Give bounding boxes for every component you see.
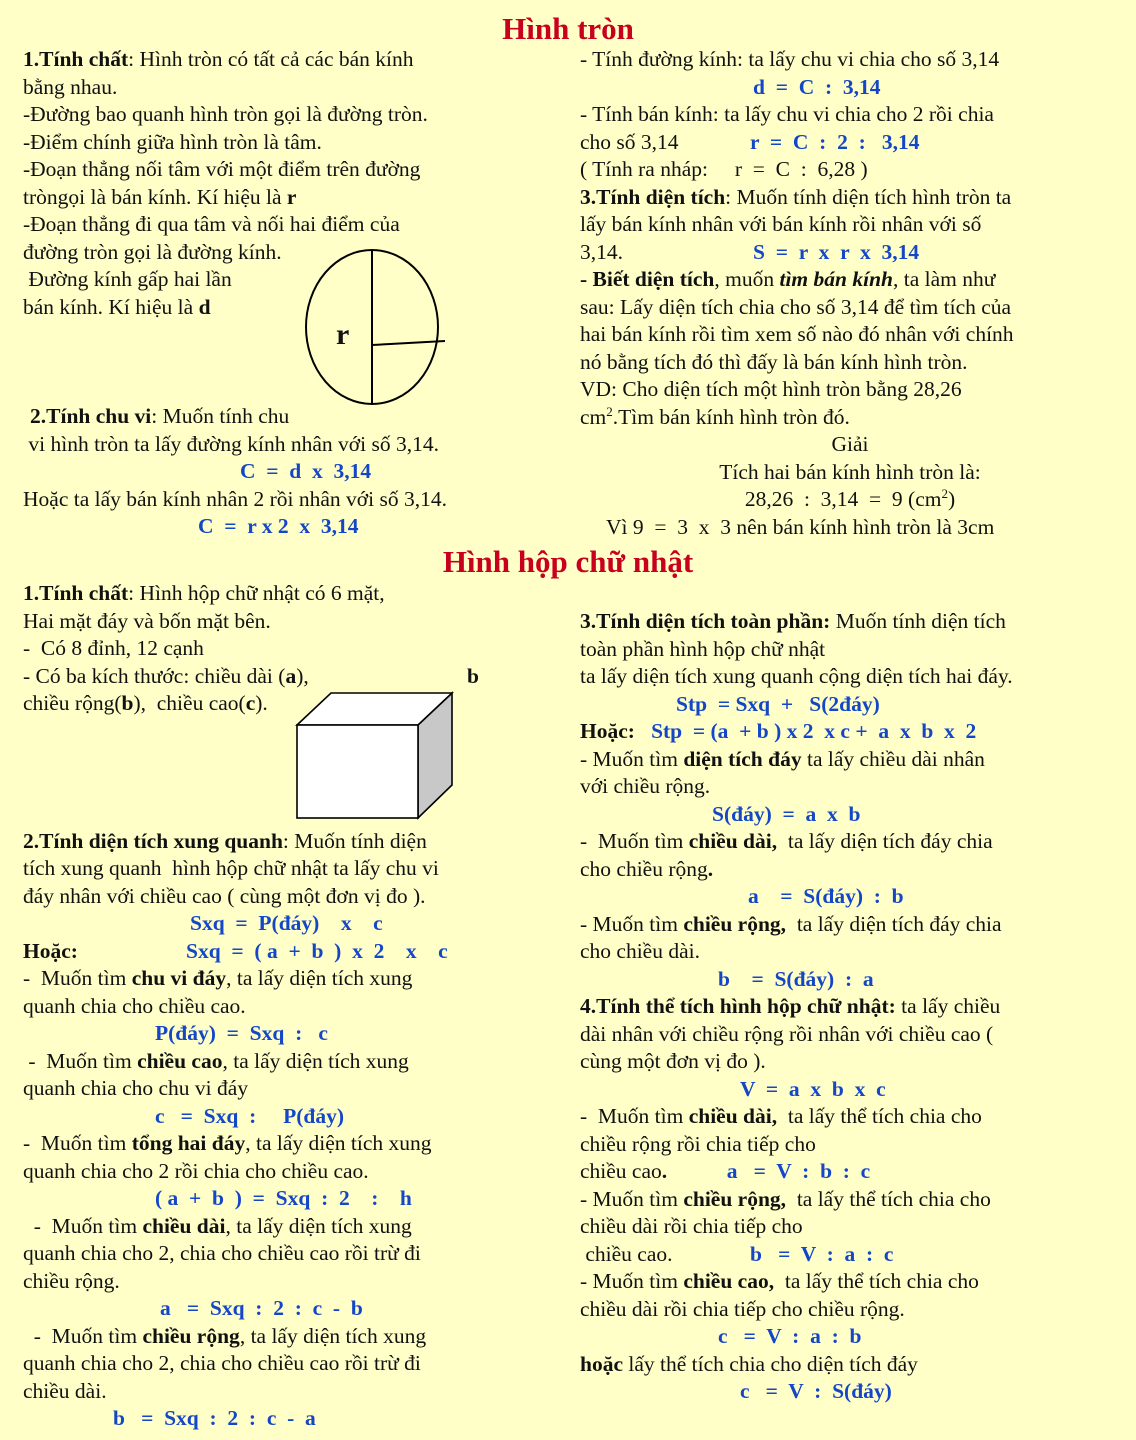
- base-area-line: - Muốn tìm diện tích đáy ta lấy chiều dài nhân: [580, 746, 985, 771]
- radius-line: cho số 3,14 r = C : 2 : 3,14: [580, 129, 920, 154]
- width-line: quanh chia cho 2, chia cho chiều cao rồi trừ đi: [23, 1351, 421, 1375]
- total-area-line: 3.Tính diện tích toàn phần: Muốn tính diện tích: [580, 609, 1006, 633]
- circle-perimeter-line: 2.Tính chu vi: Muốn tính chu: [30, 404, 290, 428]
- volume-width-line: chiều cao. b = V : a : c: [580, 1241, 894, 1266]
- area-line: 3.Tính diện tích: Muốn tính diện tích hình tròn ta: [580, 184, 1012, 209]
- height-formula: c = Sxq : P(đáy): [155, 1103, 345, 1128]
- inverse-area-line: - Biết diện tích, muốn tìm bán kính, ta làm như: [580, 267, 996, 291]
- lateral-area-line: đáy nhân với chiều cao ( cùng một đơn vị đo ).: [23, 883, 426, 908]
- volume-length-line: chiều cao. a = V : b : c: [580, 1159, 871, 1183]
- circle-property-line: -Điểm chính giữa hình tròn là tâm.: [23, 129, 322, 154]
- radius-formula: r = C : 2 : 3,14: [750, 129, 920, 154]
- volume-formula: V = a x b x c: [740, 1076, 886, 1101]
- inverse-area-line: nó bằng tích đó thì đấy là bán kính hình tròn.: [580, 349, 968, 374]
- height-line: quanh chia cho chu vi đáy: [23, 1076, 249, 1100]
- base-perimeter-formula: P(đáy) = Sxq : c: [155, 1021, 328, 1045]
- box-right-column: [580, 608, 1125, 1406]
- volume-length-line: chiều rộng rồi chia tiếp cho: [580, 1131, 816, 1156]
- width-formula: b = Sxq : 2 : c - a: [113, 1406, 316, 1430]
- example-line: $cm^2.Tìm$ bán kính hình tròn đó.: [580, 403, 850, 429]
- lateral-area-formula: Sxq = ( a + b ) x 2 x c: [186, 938, 448, 963]
- total-area-formula: Stp = Sxq + S(2đáy): [676, 691, 880, 716]
- two-base-sum-line: quanh chia cho 2 rồi chia cho chiều cao.: [23, 1158, 369, 1183]
- radius-line: - Tính bán kính: ta lấy chu vi chia cho 2 rồi chia: [580, 102, 994, 126]
- lateral-area-alt: Hoặc: Sxq = ( a + b ) x 2 x c: [23, 938, 448, 963]
- base-perimeter-line: quanh chia cho chiều cao.: [23, 993, 246, 1018]
- volume-width-line: - Muốn tìm chiều rộng, ta lấy thể tích chia cho: [580, 1186, 991, 1211]
- length-line: quanh chia cho 2, chia cho chiều cao rồi trừ đi: [23, 1241, 421, 1265]
- circle-radius-line: [372, 341, 445, 345]
- inverse-area-line: sau: Lấy diện tích chia cho số 3,14 để tìm tích của: [580, 294, 1012, 319]
- circle-property-line: Đường kính gấp hai lần: [23, 267, 232, 291]
- area-line: lấy bán kính nhân với bán kính rồi nhân với số: [580, 212, 982, 236]
- solution-line: Tích hai bán kính hình tròn là:: [719, 459, 981, 484]
- base-area-formula: S(đáy) = a x b: [712, 801, 861, 826]
- total-area-alt: Hoặc: Stp = (a + b ) x 2 x c + a x b x 2: [580, 719, 977, 743]
- solution-line: 28,26 : 3,14 = 9 $(cm^2)$: [744, 485, 956, 511]
- inverse-area-line: hai bán kính rồi tìm xem số nào đó nhân với chính: [580, 322, 1014, 346]
- length-line: chiều rộng.: [23, 1268, 120, 1293]
- base-width-line: cho chiều dài.: [580, 939, 700, 963]
- circle-property-line: tròngọi là bán kính. Kí hiệu là r: [23, 184, 297, 209]
- two-base-sum-line: - Muốn tìm tổng hai đáy, ta lấy diện tích xung: [23, 1131, 432, 1155]
- volume-length-line: - Muốn tìm chiều dài, ta lấy thể tích chia cho: [580, 1104, 982, 1128]
- box-property-line: 1.Tính chất: Hình hộp chữ nhật có 6 mặt,: [23, 581, 385, 605]
- lateral-area-formula: Sxq = P(đáy) x c: [190, 911, 383, 935]
- base-width-line: - Muốn tìm chiều rộng, ta lấy diện tích đáy chia: [580, 911, 1002, 936]
- circle-right-column: [580, 46, 1120, 541]
- volume-height-line: - Muốn tìm chiều cao, ta lấy thể tích chia cho: [580, 1269, 979, 1293]
- volume-height-formula: c = V : a : b: [718, 1324, 862, 1348]
- circle-property-line: 1.Tính chất: Hình tròn có tất cả các bán kính: [23, 47, 414, 71]
- example-line: VD: Cho diện tích một hình tròn bằng 28,26: [580, 377, 962, 401]
- length-formula: a = Sxq : 2 : c - b: [160, 1296, 363, 1320]
- total-area-line: ta lấy diện tích xung quanh cộng diện tích hai đáy.: [580, 664, 1013, 688]
- volume-line: dài nhân với chiều rộng rồi nhân với chiều cao (: [580, 1021, 994, 1046]
- total-area-line: toàn phần hình hộp chữ nhật: [580, 636, 826, 661]
- volume-length-formula: a = V : b : c: [726, 1159, 871, 1183]
- width-line: chiều dài.: [23, 1378, 107, 1403]
- solution-title: Giải: [831, 432, 869, 456]
- circle-property-line: đường tròn gọi là đường kính.: [23, 239, 282, 264]
- base-perimeter-line: - Muốn tìm chu vi đáy, ta lấy diện tích xung: [23, 966, 413, 990]
- circle-property-line: -Đoạn thẳng nối tâm với một điểm trên đường: [23, 157, 421, 181]
- diameter-line: - Tính đường kính: ta lấy chu vi chia cho số 3,14: [580, 47, 1000, 71]
- box-figure: [292, 688, 467, 823]
- box-front-face: [297, 725, 418, 818]
- circle-perimeter-formula: C = r x 2 x 3,14: [198, 514, 359, 538]
- circle-figure-label: r: [336, 318, 350, 351]
- box-property-line: Hai mặt đáy và bốn mặt bên.: [23, 608, 271, 633]
- circle-property-line: bán kính. Kí hiệu là d: [23, 294, 211, 319]
- circle-perimeter-line: Hoặc ta lấy bán kính nhân 2 rồi nhân với số 3,14.: [23, 486, 447, 511]
- volume-height-alt-formula: c = V : S(đáy): [740, 1379, 892, 1403]
- total-area-formula: Stp = (a + b ) x 2 x c + a x b x 2: [634, 719, 977, 743]
- circle-section-title: Hình tròn: [502, 11, 634, 46]
- volume-width-formula: b = V : a : c: [750, 1241, 894, 1266]
- lateral-area-line: tích xung quanh hình hộp chữ nhật ta lấy chu vi: [23, 856, 439, 880]
- radius-draft-line: ( Tính ra nháp: r = C : 6,28 ): [580, 157, 868, 181]
- circle-left-column: [23, 46, 563, 541]
- height-line: - Muốn tìm chiều cao, ta lấy diện tích xung: [23, 1048, 409, 1073]
- solution-line: Vì 9 = 3 x 3 nên bán kính hình tròn là 3cm: [606, 514, 995, 539]
- circle-property-line: -Đoạn thẳng đi qua tâm và nối hai điểm của: [23, 212, 400, 236]
- box-figure-label-b: b: [467, 664, 479, 688]
- volume-line: 4.Tính thể tích hình hộp chữ nhật: ta lấy chiều: [580, 994, 1001, 1018]
- circle-perimeter-line: vi hình tròn ta lấy đường kính nhân với số 3,14.: [23, 431, 439, 456]
- area-formula: S = r x r x 3,14: [753, 239, 920, 264]
- base-length-formula: a = S(đáy) : b: [748, 884, 904, 908]
- box-property-line: - Có 8 đỉnh, 12 cạnh: [23, 636, 204, 660]
- base-length-line: - Muốn tìm chiều dài, ta lấy diện tích đáy chia: [580, 829, 993, 853]
- width-line: - Muốn tìm chiều rộng, ta lấy diện tích xung: [23, 1323, 427, 1348]
- volume-height-alt-line: hoặc lấy thể tích chia cho diện tích đáy: [580, 1351, 918, 1376]
- circle-property-line: bằng nhau.: [23, 74, 118, 99]
- lateral-area-line: 2.Tính diện tích xung quanh: Muốn tính diện: [23, 828, 427, 853]
- base-area-line: với chiều rộng.: [580, 774, 711, 798]
- circle-perimeter-formula: C = d x 3,14: [240, 459, 372, 483]
- base-length-line: cho chiều rộng.: [580, 856, 714, 881]
- box-property-line: - Có ba kích thước: chiều dài (a),: [23, 663, 309, 688]
- length-line: - Muốn tìm chiều dài, ta lấy diện tích xung: [23, 1213, 412, 1238]
- circle-figure: [305, 248, 450, 408]
- box-section-title: Hình hộp chữ nhật: [442, 544, 694, 579]
- box-property-line: chiều rộng(b), chiều cao(c).: [23, 691, 268, 715]
- volume-height-line: chiều dài rồi chia tiếp cho chiều rộng.: [580, 1296, 905, 1321]
- volume-line: cùng một đơn vị đo ).: [580, 1049, 766, 1073]
- two-base-sum-formula: ( a + b ) = Sxq : 2 : h: [155, 1186, 412, 1210]
- area-line: 3,14. S = r x r x 3,14: [580, 239, 920, 264]
- volume-width-line: chiều dài rồi chia tiếp cho: [580, 1214, 803, 1238]
- circle-property-line: -Đường bao quanh hình tròn gọi là đường tròn.: [23, 102, 428, 126]
- diameter-formula: d = C : 3,14: [753, 74, 881, 99]
- base-width-formula: b = S(đáy) : a: [718, 966, 874, 991]
